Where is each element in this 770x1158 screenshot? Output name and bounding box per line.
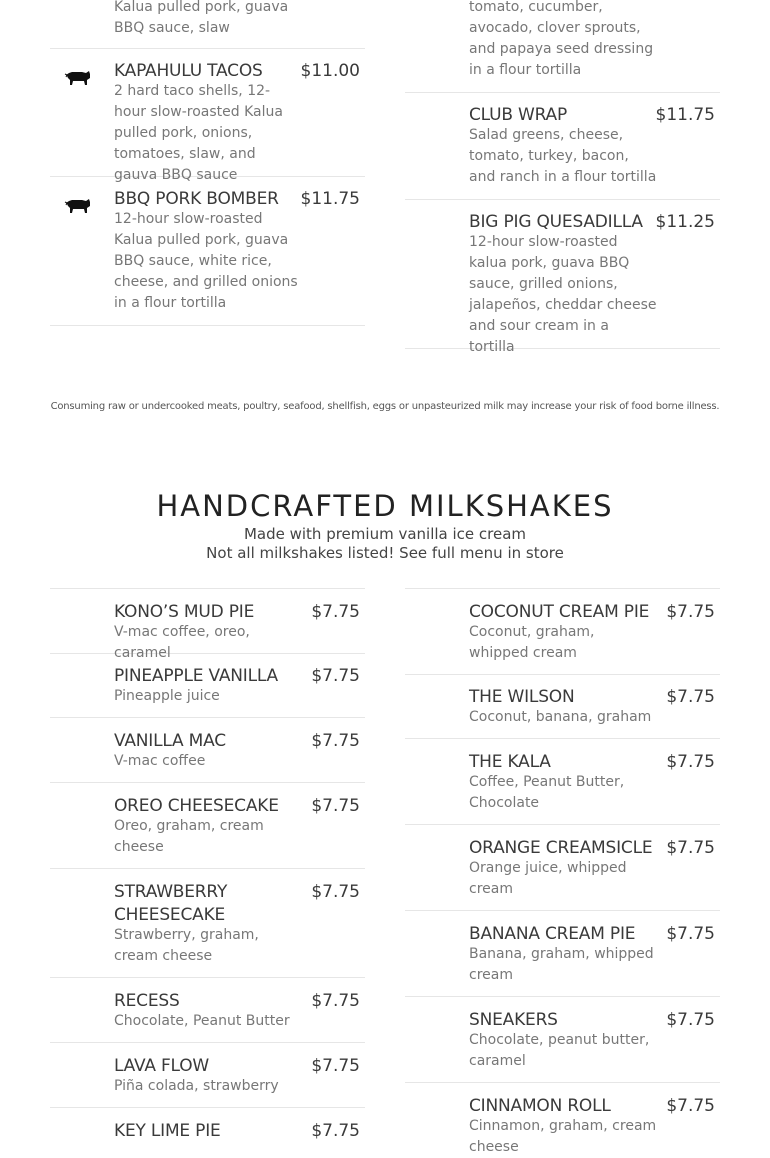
- item-description: Piña colada, strawberry: [114, 1078, 279, 1094]
- menu-item: [50, 978, 365, 1043]
- menu-item: [50, 869, 365, 978]
- item-price: $7.75: [311, 1056, 360, 1076]
- item-name: BBQ PORK BOMBER: [114, 189, 279, 209]
- menu-item: [405, 1083, 720, 1155]
- item-name: THE KALA: [469, 752, 551, 772]
- menu-item: [50, 783, 365, 869]
- menu-item: [50, 48, 365, 183]
- item-description: 2 hard taco shells, 12-hour slow-roasted Kalua pulled pork, onions, tomatoes, slaw, and gauva BBQ sauce: [114, 83, 283, 183]
- menu-item: [405, 0, 720, 93]
- item-name: KONO’S MUD PIE: [114, 602, 255, 622]
- item-price: $7.75: [666, 752, 715, 772]
- item-price: $7.75: [311, 1121, 360, 1141]
- item-description: V-mac coffee, oreo, caramel: [114, 624, 250, 661]
- item-description: V-mac coffee: [114, 753, 206, 769]
- item-price: $7.75: [311, 991, 360, 1011]
- item-name: CLUB WRAP: [469, 105, 568, 125]
- item-price: $7.75: [311, 602, 360, 622]
- item-price: $7.75: [666, 924, 715, 944]
- item-name: STRAWBERRY CHEESECAKE: [114, 882, 228, 925]
- section-title: HANDCRAFTED MILKSHAKES: [156, 489, 614, 523]
- menu-item: [50, 176, 365, 326]
- menu-item: [50, 653, 365, 718]
- item-price: $7.75: [666, 1010, 715, 1030]
- item-description: Kalua pulled pork, guava BBQ sauce, slaw: [114, 0, 289, 36]
- item-name: KAPAHULU TACOS: [114, 61, 263, 81]
- menu-item: [50, 0, 365, 49]
- item-description: Oreo, graham, cream cheese: [114, 818, 264, 855]
- item-name: COCONUT CREAM PIE: [469, 602, 650, 622]
- item-description: Banana, graham, whipped cream: [469, 946, 654, 983]
- menu-item: [405, 588, 720, 675]
- menu-item: [405, 92, 720, 200]
- item-description: Orange juice, whipped cream: [469, 860, 627, 897]
- item-name: PINEAPPLE VANILLA: [114, 666, 278, 686]
- item-description: Coconut, banana, graham: [469, 709, 652, 725]
- menu-item: [405, 911, 720, 997]
- item-description: Pineapple juice: [114, 688, 220, 704]
- item-name: CINNAMON ROLL: [469, 1096, 611, 1116]
- item-description: tomato, cucumber, avocado, clover sprouts, and papaya seed dressing in a flour tortilla: [469, 0, 654, 78]
- item-description: Chocolate, peanut butter, caramel: [469, 1032, 650, 1069]
- item-description: Salad greens, cheese, tomato, turkey, bacon, and ranch in a flour tortilla: [469, 127, 657, 185]
- item-price: $7.75: [311, 666, 360, 686]
- pig-icon: [64, 68, 92, 86]
- item-price: $11.00: [300, 61, 360, 81]
- item-name: OREO CHEESECAKE: [114, 796, 279, 816]
- item-name: BIG PIG QUESADILLA: [469, 212, 643, 232]
- item-name: VANILLA MAC: [114, 731, 226, 751]
- menu-item: [50, 1108, 365, 1145]
- item-price: $11.75: [655, 105, 715, 125]
- item-price: $7.75: [666, 838, 715, 858]
- item-description: Coconut, graham, whipped cream: [469, 624, 595, 661]
- item-description: Strawberry, graham, cream cheese: [114, 927, 259, 964]
- item-name: RECESS: [114, 991, 180, 1011]
- item-description: Coffee, Peanut Butter, Chocolate: [469, 774, 625, 811]
- item-price: $11.25: [655, 212, 715, 232]
- menu-item: [405, 199, 720, 355]
- item-name: ORANGE CREAMSICLE: [469, 838, 653, 858]
- item-name: BANANA CREAM PIE: [469, 924, 636, 944]
- menu-item: [50, 1043, 365, 1108]
- food-safety-disclaimer: Consuming raw or undercooked meats, poultry, seafood, shellfish, eggs or unpasteurized milk may increase your risk of food borne illness.: [50, 401, 720, 412]
- pig-icon: [64, 196, 92, 214]
- section-subtitle-note: Not all milkshakes listed! See full menu in store: [206, 544, 564, 562]
- item-name: LAVA FLOW: [114, 1056, 210, 1076]
- item-name: THE WILSON: [469, 687, 575, 707]
- menu-item: [405, 997, 720, 1083]
- item-price: $7.75: [311, 882, 360, 902]
- section-subtitle: Made with premium vanilla ice cream: [243, 525, 527, 543]
- item-description: Cinnamon, graham, cream cheese: [469, 1118, 657, 1155]
- item-name: KEY LIME PIE: [114, 1121, 221, 1141]
- menu-item: [405, 739, 720, 825]
- menu-item: [405, 825, 720, 911]
- item-name: SNEAKERS: [469, 1010, 558, 1030]
- item-price: $11.75: [300, 189, 360, 209]
- item-price: $7.75: [666, 687, 715, 707]
- item-price: $7.75: [311, 796, 360, 816]
- menu-item: [50, 718, 365, 783]
- item-description: Chocolate, Peanut Butter: [114, 1013, 290, 1029]
- item-description: 12-hour slow-roasted kalua pork, guava BBQ sauce, grilled onions, jalapeños, cheddar cheese and sour cream in a tortilla: [469, 234, 657, 355]
- item-description: 12-hour slow-roasted Kalua pulled pork, guava BBQ sauce, white rice, cheese, and grilled onions in a flour tortilla: [114, 211, 298, 311]
- menu-item: [405, 674, 720, 739]
- item-price: $7.75: [666, 602, 715, 622]
- menu-item: [50, 588, 365, 661]
- item-price: $7.75: [666, 1096, 715, 1116]
- item-price: $7.75: [311, 731, 360, 751]
